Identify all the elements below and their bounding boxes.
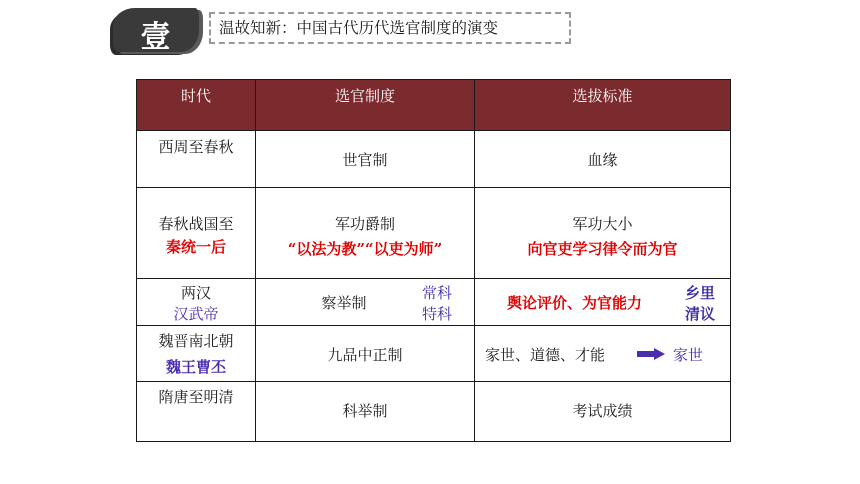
header-era: 时代 — [137, 80, 256, 131]
header-system: 选官制度 — [256, 80, 475, 131]
chapter-badge — [113, 8, 199, 55]
era-cell — [137, 131, 256, 188]
standard-cell — [475, 131, 731, 188]
standard-side-1: 乡里 — [685, 284, 716, 302]
badge-label: 壹 — [140, 20, 172, 55]
standard-side-2: 清议 — [685, 305, 716, 323]
system-side-1: 常科 — [422, 284, 453, 302]
table-row — [137, 326, 731, 382]
system-cell — [256, 131, 475, 188]
standard-cell — [475, 188, 731, 279]
standard-label: 军功大小 — [572, 215, 633, 233]
standard-label: 家世、道德、才能 — [485, 346, 606, 364]
system-label: 九品中正制 — [327, 346, 403, 364]
era-label: 春秋战国至 — [158, 215, 234, 233]
era-cell — [137, 279, 256, 326]
era-note: 汉武帝 — [173, 305, 219, 323]
era-cell — [137, 188, 256, 279]
arrow-right-icon — [637, 348, 665, 360]
era-label: 隋唐至明清 — [158, 388, 234, 406]
standard-note: 向官吏学习律令而为官 — [527, 240, 678, 258]
standard-cell — [475, 382, 731, 442]
table-row — [137, 188, 731, 279]
page-title: 温故知新：中国古代历代选官制度的演变 — [209, 12, 571, 44]
standard-label: 舆论评价、为官能力 — [507, 294, 643, 312]
table-row — [137, 131, 731, 188]
system-note: “以法为教”“以吏为师” — [287, 240, 443, 258]
era-label: 西周至春秋 — [158, 138, 234, 156]
system-cell — [256, 188, 475, 279]
table-header-row — [137, 80, 731, 131]
standard-label: 考试成绩 — [572, 402, 633, 420]
system-cell — [256, 382, 475, 442]
era-cell — [137, 326, 256, 382]
era-cell — [137, 382, 256, 442]
system-label: 察举制 — [321, 294, 367, 312]
selection-system-table — [136, 79, 731, 442]
era-note: 秦统一后 — [165, 238, 226, 256]
table-row — [137, 382, 731, 442]
standard-label: 血缘 — [587, 151, 618, 169]
era-label: 魏晋南北朝 — [158, 332, 234, 350]
table-row — [137, 279, 731, 326]
standard-cell — [475, 326, 731, 382]
system-cell — [256, 326, 475, 382]
standard-cell — [475, 279, 731, 326]
standard-result: 家世 — [673, 346, 704, 364]
system-label: 军功爵制 — [334, 215, 395, 233]
system-side-2: 特科 — [422, 305, 453, 323]
system-cell — [256, 279, 475, 326]
header-standard: 选拔标准 — [475, 80, 731, 131]
era-label: 两汉 — [180, 284, 211, 302]
system-label: 世官制 — [342, 151, 388, 169]
system-label: 科举制 — [342, 402, 388, 420]
era-note: 魏王曹丕 — [165, 358, 226, 376]
